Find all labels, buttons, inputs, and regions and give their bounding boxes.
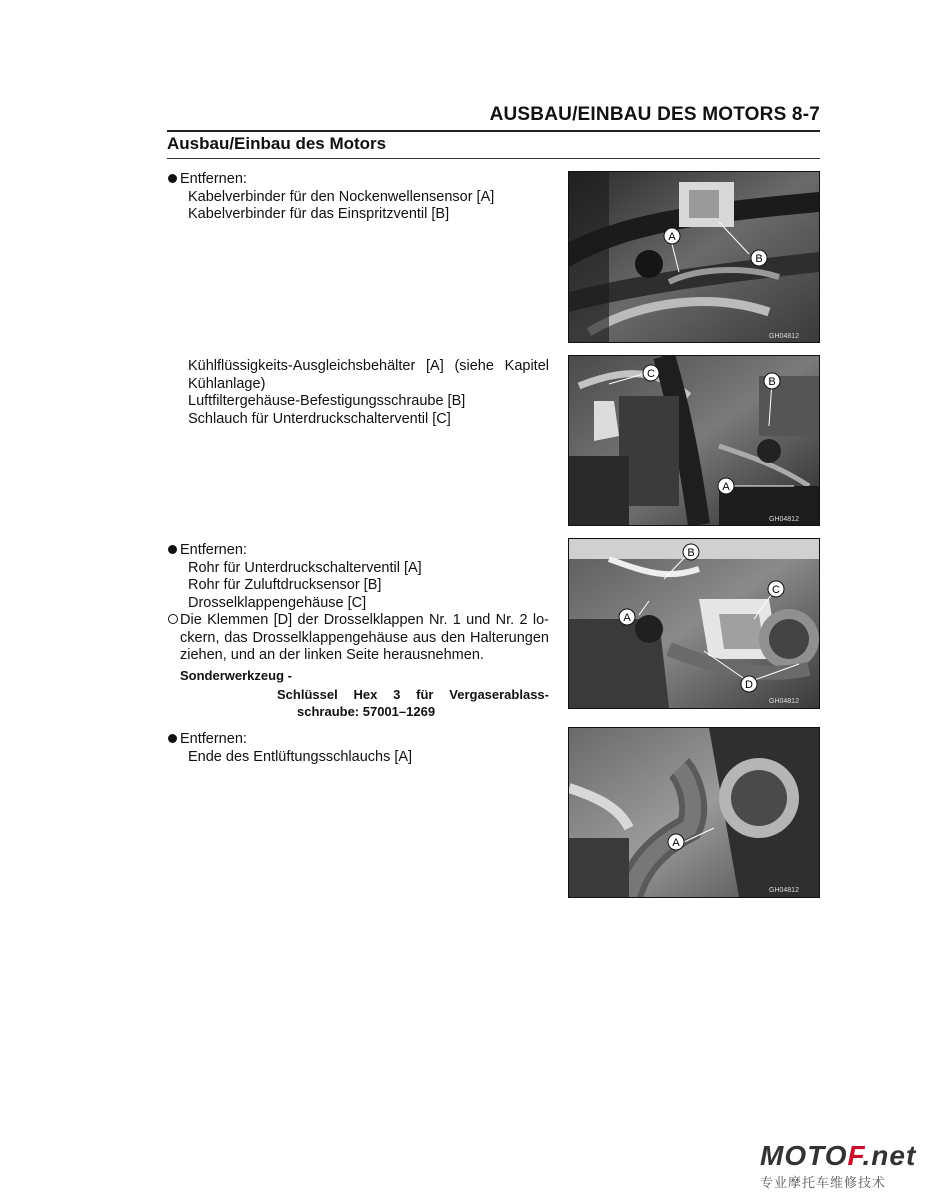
figure-4-photo bbox=[568, 727, 820, 898]
callout-label: A bbox=[672, 837, 680, 849]
step1-text bbox=[168, 171, 494, 224]
step3-text bbox=[168, 542, 549, 665]
step3-note-line: Die Klemmen [D] der Drosselklappen Nr. 1 und Nr. 2 lo- bbox=[168, 612, 549, 630]
figure-2-photo bbox=[568, 355, 820, 526]
step1-action-line: Entfernen: bbox=[168, 171, 494, 189]
callout-label: C bbox=[772, 584, 780, 596]
callout-label: A bbox=[623, 612, 631, 624]
special-tool-line: Schlüssel Hex 3 für Vergaserablass- bbox=[277, 687, 549, 702]
step3-item: Rohr für Unterdruckschalterventil [A] bbox=[188, 559, 422, 576]
step1-item: Kabelverbinder für den Nockenwellensensor [A] bbox=[188, 188, 495, 205]
special-tool-label: Sonderwerkzeug - bbox=[180, 668, 292, 683]
figure-code: GH04812 bbox=[769, 887, 799, 894]
callout-label: B bbox=[768, 376, 776, 388]
step4-action-line: Entfernen: bbox=[168, 731, 412, 749]
step1-item: Kabelverbinder für das Einspritzventil [B] bbox=[188, 206, 450, 222]
section-rule bbox=[167, 158, 820, 159]
step3-note-line: ckern, das Drosselklappengehäuse aus den Halterungen bbox=[180, 629, 549, 646]
step2-item: Kühlanlage) bbox=[188, 375, 266, 392]
step2-item: Kühlflüssigkeits-Ausgleichsbehälter [A] (siehe Kapitel bbox=[188, 358, 549, 374]
figure-3-photo bbox=[568, 538, 820, 709]
callout-label: C bbox=[647, 368, 655, 380]
callout-label: B bbox=[755, 253, 763, 265]
step4-text bbox=[168, 731, 412, 766]
figure-code: GH04812 bbox=[769, 698, 799, 705]
watermark-logo: MOTOF.net bbox=[760, 1140, 917, 1171]
step3-item: Drosselklappengehäuse [C] bbox=[188, 594, 367, 611]
section-title: Ausbau/Einbau des Motors bbox=[167, 134, 387, 153]
header-rule bbox=[167, 130, 820, 132]
special-tool-line: schraube: 57001–1269 bbox=[297, 704, 436, 719]
figure-1-photo bbox=[568, 171, 820, 343]
step2-text bbox=[168, 358, 549, 428]
figure-code: GH04812 bbox=[769, 333, 799, 340]
step3-note-line: ziehen, und an der linken Seite herausnehmen. bbox=[180, 647, 484, 663]
step2-item: Schlauch für Unterdruckschalterventil [C] bbox=[188, 410, 451, 427]
figure-code: GH04812 bbox=[769, 516, 799, 523]
callout-label: A bbox=[668, 231, 676, 243]
open-circle-icon bbox=[168, 614, 178, 624]
step4-item: Ende des Entlüftungsschlauchs [A] bbox=[188, 748, 413, 765]
callout-label: A bbox=[722, 481, 730, 493]
bullet-icon bbox=[168, 174, 177, 183]
bullet-icon bbox=[168, 734, 177, 743]
watermark-tagline: 专业摩托车维修技术 bbox=[760, 1175, 887, 1190]
page-header-title: AUSBAU/EINBAU DES MOTORS 8-7 bbox=[489, 104, 820, 125]
step2-item: Luftfiltergehäuse-Befestigungsschraube [B] bbox=[188, 393, 466, 409]
step3-action-line: Entfernen: bbox=[168, 542, 549, 560]
bullet-icon bbox=[168, 545, 177, 554]
callout-label: D bbox=[745, 679, 753, 691]
step3-item: Rohr für Zuluftdrucksensor [B] bbox=[188, 577, 382, 593]
callout-label: B bbox=[687, 547, 695, 559]
